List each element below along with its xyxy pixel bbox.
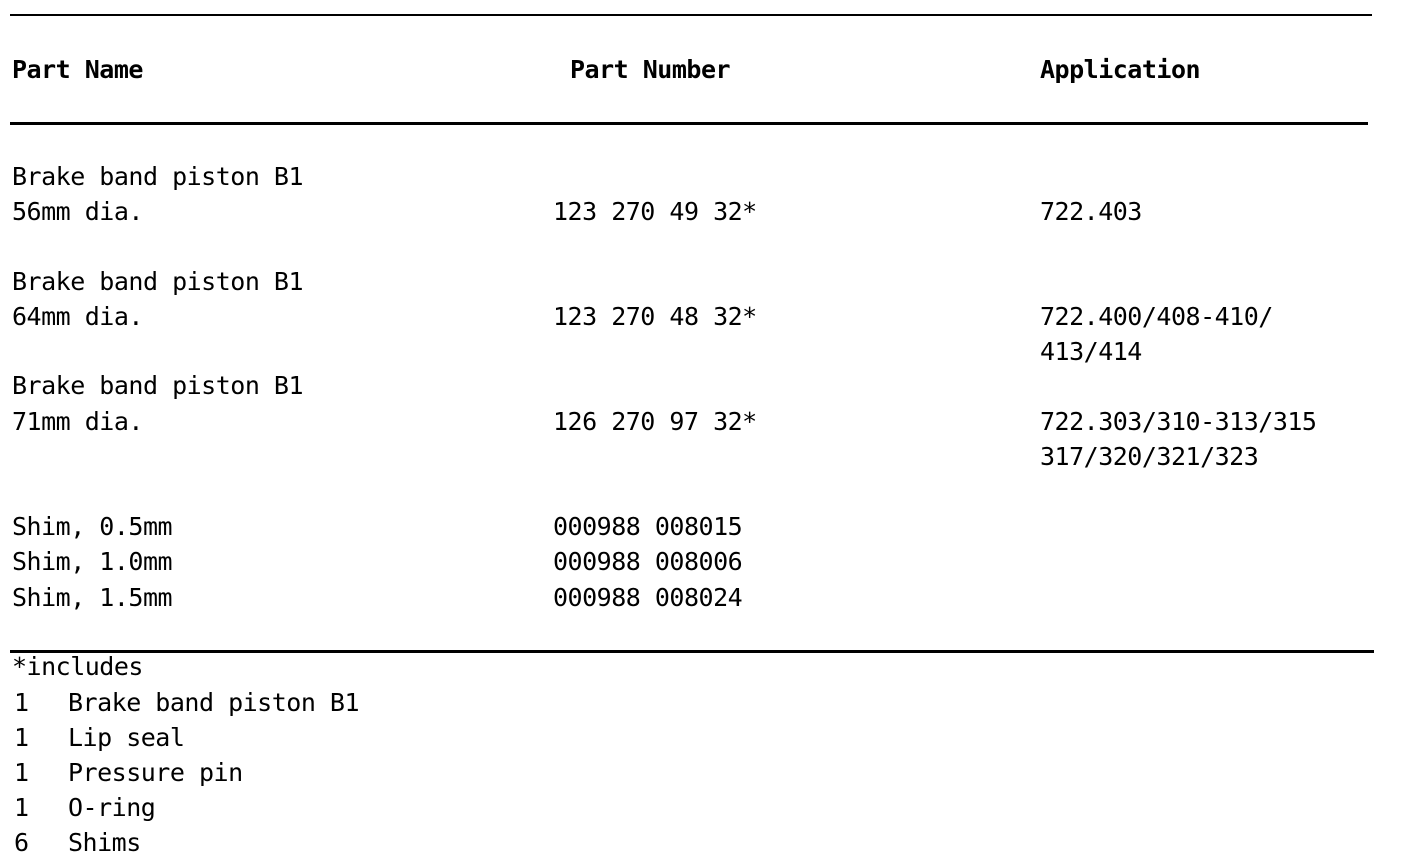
footnote-qty: 1	[14, 758, 29, 787]
shim-name: Shim, 0.5mm	[12, 512, 173, 541]
part-name-line-2: 56mm dia.	[12, 197, 143, 226]
part-name-line-1: Brake band piston B1	[12, 371, 304, 400]
part-number: 123 270 49 32*	[553, 197, 757, 226]
application-line-1: 722.400/408-410/	[1040, 302, 1273, 331]
footnote-item: Pressure pin	[68, 758, 243, 787]
part-number: 126 270 97 32*	[553, 407, 757, 436]
footnote-item: Shims	[68, 828, 141, 857]
shim-part-number: 000988 008024	[553, 583, 743, 612]
footnote-title: *includes	[12, 652, 143, 681]
footnote-qty: 6	[14, 828, 29, 857]
top-rule	[10, 14, 1372, 16]
application-line-1: 722.303/310-313/315	[1040, 407, 1317, 436]
part-number: 123 270 48 32*	[553, 302, 757, 331]
footnote-qty: 1	[14, 688, 29, 717]
application-line-2: 413/414	[1040, 337, 1142, 366]
column-header-application: Application	[1040, 55, 1201, 84]
header-rule	[10, 122, 1368, 125]
footnote-item: O-ring	[68, 793, 156, 822]
part-name-line-2: 71mm dia.	[12, 407, 143, 436]
footnote-qty: 1	[14, 723, 29, 752]
shim-part-number: 000988 008006	[553, 547, 743, 576]
footnote-item: Brake band piston B1	[68, 688, 360, 717]
part-name-line-1: Brake band piston B1	[12, 267, 304, 296]
application-line-2: 317/320/321/323	[1040, 442, 1259, 471]
footnote-item: Lip seal	[68, 723, 185, 752]
column-header-part-number: Part Number	[570, 55, 731, 84]
footnote-qty: 1	[14, 793, 29, 822]
shim-name: Shim, 1.0mm	[12, 547, 173, 576]
part-name-line-2: 64mm dia.	[12, 302, 143, 331]
part-name-line-1: Brake band piston B1	[12, 162, 304, 191]
column-header-part-name: Part Name	[12, 55, 143, 84]
application-line-1: 722.403	[1040, 197, 1142, 226]
shim-part-number: 000988 008015	[553, 512, 743, 541]
shim-name: Shim, 1.5mm	[12, 583, 173, 612]
footnote-rule	[10, 650, 1374, 653]
